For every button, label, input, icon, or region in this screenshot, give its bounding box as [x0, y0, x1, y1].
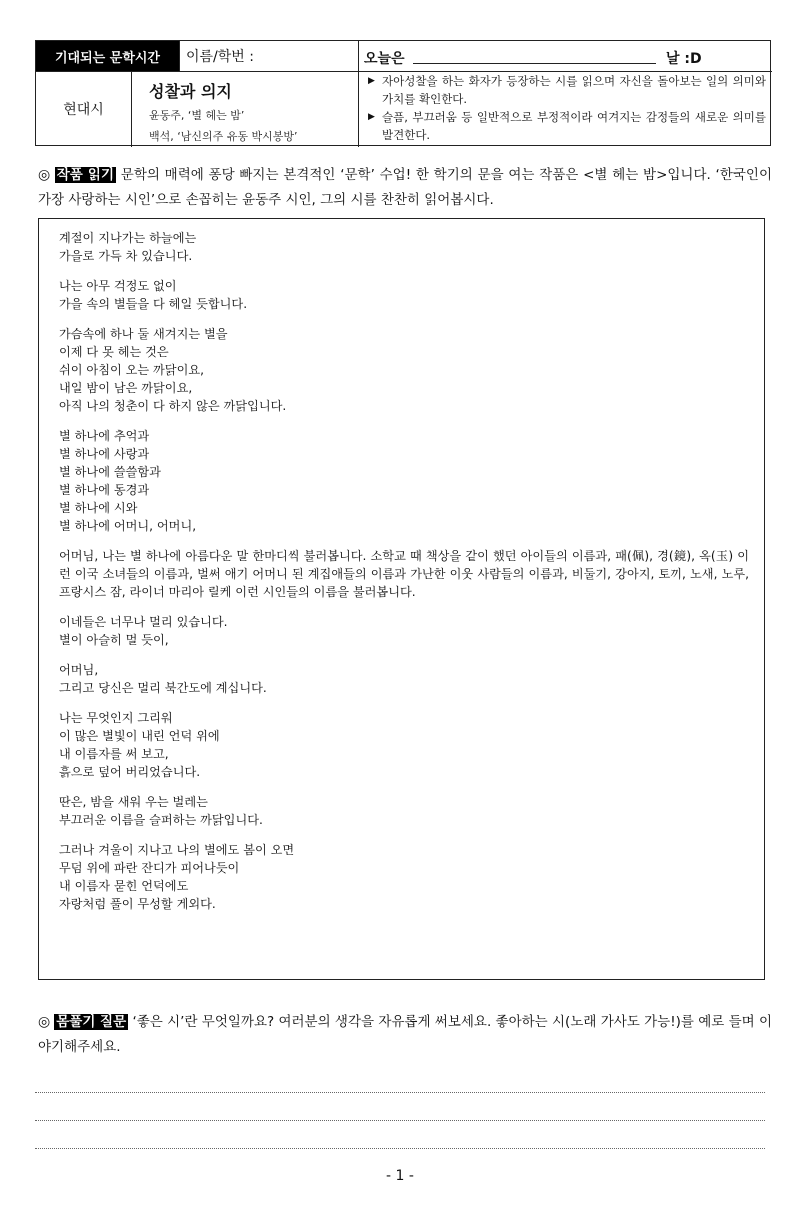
poem-box [38, 218, 765, 980]
poem-line: 부끄러운 이름을 슬퍼하는 까닭입니다. [59, 813, 263, 827]
poem-line: 별 하나에 사랑과 [59, 447, 150, 461]
today-field[interactable] [358, 41, 772, 71]
answer-line[interactable] [35, 1120, 765, 1121]
poem-line: 가슴속에 하나 둘 새겨지는 별을 [59, 327, 228, 341]
poem-stanza [59, 841, 749, 913]
warmup-question [38, 1010, 772, 1060]
poem-line: 내일 밤이 남은 까닭이요, [59, 381, 193, 395]
poem-line: 나는 아무 걱정도 없이 [59, 279, 177, 293]
poem-line: 아직 나의 청춘이 다 하지 않은 까닭입니다. [59, 399, 287, 413]
poem-line: 내 이름자 묻힌 언덕에도 [59, 879, 189, 893]
poem-stanza [59, 709, 749, 781]
poem-prose-stanza: 어머님, 나는 별 하나에 아름다운 말 한마디씩 불러봅니다. 소학교 때 책상을 같이 했던 아이들의 이름과, 패(佩), 경(鏡), 옥(玉) 이런 이국 소녀들의 이름과, 벌써 애기 어머니 된 계집애들의 이름과 가난한 이웃 사람들의 이름과, 비둘기, 강아지, 토끼, 노새, 노루, 프랑시스 잠, 라이너 마리아 릴케 이런 시인들의 이름을 불러봅니다. [59, 549, 749, 599]
poem-line: 별 하나에 어머니, 어머니, [59, 519, 197, 533]
poem-line: 흙으로 덮어 버리었습니다. [59, 765, 201, 779]
goal-text: 자아성찰을 하는 화자가 등장하는 시를 읽으며 자신을 돌아보는 일의 의미와 가치를 확인한다. [382, 74, 766, 106]
poem-stanza [59, 229, 749, 265]
theme-title: 성찰과 의지 [149, 82, 232, 101]
question-text: ‘좋은 시’란 무엇일까요? 여러분의 생각을 자유롭게 써보세요. 좋아하는 시(노래 가사도 가능!)를 예로 들며 이야기해주세요. [38, 1014, 773, 1055]
circle-bullet-icon: ◎ [38, 167, 51, 183]
poem-line: 별 하나에 추억과 [59, 429, 150, 443]
section-tag: 작품 읽기 [56, 167, 115, 183]
poem-stanza [59, 325, 749, 415]
poem-line: 그러나 겨울이 지나고 나의 별에도 봄이 오면 [59, 843, 295, 857]
reading-intro [38, 163, 772, 213]
poem-line: 쉬이 아침이 오는 까닭이요, [59, 363, 205, 377]
header-divider [358, 41, 359, 147]
poem-line: 가을로 가득 차 있습니다. [59, 249, 193, 263]
poem-line: 이 많은 별빛이 내린 언덕 위에 [59, 729, 220, 743]
poem-line: 딴은, 밤을 새워 우는 벌레는 [59, 795, 208, 809]
poem-stanza [59, 661, 749, 697]
poem-line: 무덤 위에 파란 잔디가 피어나듯이 [59, 861, 240, 875]
intro-text: 문학의 매력에 퐁당 빠지는 본격적인 ‘문학’ 수업! 한 학기의 문을 여는 작품은 <별 헤는 밤>입니다. ‘한국인이 가장 사랑하는 시인’으로 손꼽히는 윤동주 시인, 그의 시를 찬찬히 읽어봅시다. [38, 167, 773, 208]
poem-line: 내 이름자를 써 보고, [59, 747, 169, 761]
name-id-field[interactable]: 이름/학번 : [186, 49, 254, 65]
poem-line: 나는 무엇인지 그리워 [59, 711, 173, 725]
learning-goal [368, 72, 766, 108]
poem-line: 별 하나에 동경과 [59, 483, 150, 497]
bullet-icon: ▶ [368, 112, 375, 122]
work-citation-2: 백석, ‘남신의주 유동 박시봉방’ [149, 130, 298, 143]
today-label: 오늘은 [364, 51, 405, 67]
today-suffix: 날 :D [666, 51, 702, 67]
learning-goal [368, 108, 766, 144]
bullet-icon: ▶ [368, 76, 375, 86]
today-blank-line [413, 63, 656, 64]
poem-line: 별이 아슬히 멀 듯이, [59, 633, 169, 647]
poem-line: 그리고 당신은 멀리 북간도에 계십니다. [59, 681, 267, 695]
poem-line: 별 하나에 시와 [59, 501, 138, 515]
poem-line: 자랑처럼 풀이 무성할 게외다. [59, 897, 216, 911]
poem-stanza [59, 277, 749, 313]
poem-text [59, 229, 749, 925]
poem-line: 별 하나에 쓸쓸함과 [59, 465, 161, 479]
poem-line: 어머님, [59, 663, 99, 677]
poem-line: 계절이 지나가는 하늘에는 [59, 231, 197, 245]
header-table [35, 40, 771, 146]
header-divider [179, 41, 180, 71]
goal-text: 슬픔, 부끄러움 등 일반적으로 부정적이라 여겨지는 감정들의 새로운 의미를 발견한다. [382, 110, 766, 142]
poem-line: 이네들은 너무나 멀리 있습니다. [59, 615, 228, 629]
poem-line: 이제 다 못 헤는 것은 [59, 345, 169, 359]
lesson-label: 기대되는 문학시간 [36, 41, 179, 71]
answer-line[interactable] [35, 1148, 765, 1149]
poem-stanza [59, 427, 749, 535]
answer-line[interactable] [35, 1092, 765, 1093]
work-citation-1: 윤동주, ‘별 헤는 밤’ [149, 109, 245, 122]
page-number: - 1 - [386, 1168, 414, 1184]
genre-label: 현대시 [63, 102, 104, 118]
section-tag: 몸풀기 질문 [56, 1014, 127, 1030]
poem-line: 가을 속의 별들을 다 헤일 듯합니다. [59, 297, 248, 311]
poem-stanza [59, 793, 749, 829]
poem-stanza [59, 613, 749, 649]
header-divider [131, 71, 132, 147]
circle-bullet-icon: ◎ [38, 1014, 51, 1030]
learning-goals [368, 72, 766, 144]
